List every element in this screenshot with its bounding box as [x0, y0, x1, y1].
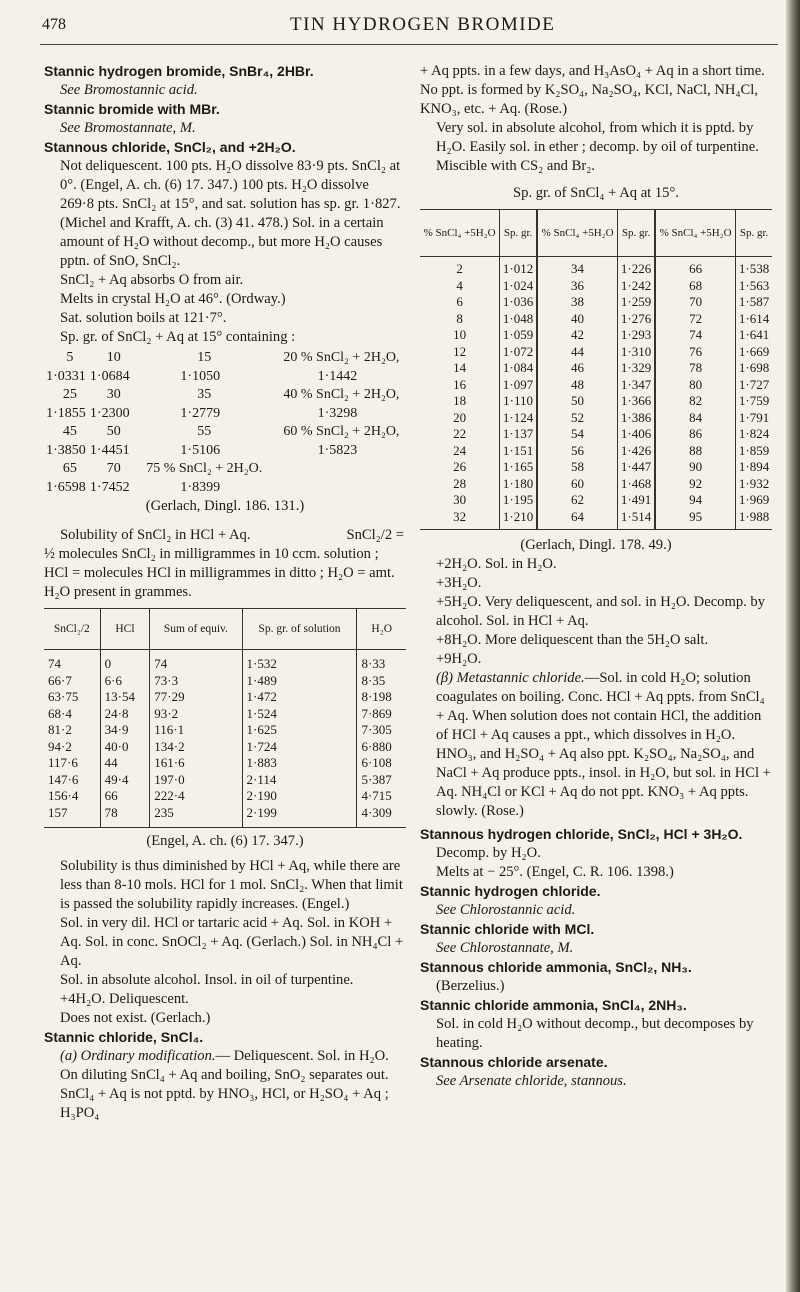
entry-paragraph: [420, 669, 772, 821]
table-cell: 1·406: [618, 426, 655, 443]
table-cell: 1·242: [618, 278, 655, 295]
table-cell: 1·932: [736, 476, 772, 493]
table-row: [420, 278, 772, 295]
sp-gr-row: [44, 460, 406, 479]
entry-paragraph: +9H₂O.: [436, 651, 482, 667]
entry-paragraph: [44, 1047, 406, 1123]
column-header: Sum of equiv.: [150, 609, 242, 650]
column-header: Sp. gr.: [736, 210, 772, 257]
column-header: % SnCl₄ +5H₂O: [655, 210, 736, 257]
sp-gr-cell: 70: [106, 461, 121, 476]
table-cell: 28: [453, 475, 467, 491]
column-header: SnCl₂/2: [44, 609, 100, 650]
sp-gr-cell: 1·1855: [46, 405, 86, 421]
table-cell: 1·641: [736, 327, 772, 344]
table-cell: 1·072: [500, 344, 537, 361]
table-row: [420, 509, 772, 530]
table-cell: 197·0: [150, 772, 242, 789]
table-cell: 117·6: [48, 755, 78, 770]
sp-gr-cell: 50: [106, 424, 121, 439]
table-row: [420, 294, 772, 311]
sp-gr-cell: 1·7452: [89, 479, 130, 495]
table-cell: 20: [453, 409, 467, 425]
entry-paragraph: Sp. gr. of SnCl₂ + Aq at 15° containing :: [60, 329, 296, 345]
entry-title: Stannous hydrogen chloride, SnCl₂, HCl + 3H₂O.: [420, 826, 743, 842]
citation: (Gerlach, Dingl. 186. 131.): [145, 498, 305, 514]
column-header: HCl: [100, 609, 150, 650]
sp-gr-row: [44, 405, 406, 424]
entry-paragraph: Sat. solution boils at 121·7°.: [60, 310, 227, 326]
table-row: [420, 443, 772, 460]
table-cell: 40·0: [100, 739, 150, 756]
table-cell: 92: [655, 476, 736, 493]
table-cell: 1·447: [618, 459, 655, 476]
sp-gr-cell: 40 % SnCl₂ + 2H₂O,: [283, 387, 400, 402]
table-cell: 1·468: [618, 476, 655, 493]
sp-gr-cell: 1·0331: [46, 368, 86, 384]
table-cell: 6·880: [357, 739, 406, 756]
sp-gr-cell: 1·5823: [317, 442, 358, 458]
entry-paragraph: Sol. in absolute alcohol. Insol. in oil of turpentine.: [60, 972, 354, 988]
table-cell: 222·4: [150, 788, 242, 805]
table-cell: 82: [655, 393, 736, 410]
table-cell: 1·824: [736, 426, 772, 443]
table-cell: 1·048: [500, 311, 537, 328]
table-cell: 1·472: [242, 689, 357, 706]
entry-paragraph: Sol. in cold H₂O without decomp., but decomposes by heating.: [436, 1016, 754, 1051]
table-cell: 1·036: [500, 294, 537, 311]
table-cell: 157: [48, 804, 68, 820]
sp-gr-cell: 1·3298: [317, 405, 358, 421]
sp-gr-cell: 20 % SnCl₂ + 2H₂O,: [283, 350, 400, 365]
table-cell: 1·669: [736, 344, 772, 361]
solubility-heading: [44, 526, 406, 545]
table-cell: 1·625: [242, 722, 357, 739]
table-cell: 78: [100, 805, 150, 828]
table-row: [44, 805, 406, 828]
table-cell: 6·108: [357, 755, 406, 772]
entry-paragraph: +5H₂O. Very deliquescent, and sol. in H₂O. Decomp. by alcohol. Sol. in HCl + Aq.: [436, 594, 766, 629]
table-cell: 74: [655, 327, 736, 344]
sp-gr-cell: 75 % SnCl₂ + 2H₂O.: [146, 461, 263, 476]
table-cell: 66: [655, 257, 736, 278]
table-cell: 1·165: [500, 459, 537, 476]
table-cell: 10: [453, 327, 467, 342]
table-cell: 1·059: [500, 327, 537, 344]
table-cell: 60: [537, 476, 618, 493]
see-reference: See Chlorostannic acid.: [436, 902, 576, 918]
table-cell: 73·3: [150, 673, 242, 690]
table-cell: 86: [655, 426, 736, 443]
entry-paragraph: +8H₂O. More deliquescent than the 5H₂O salt.: [436, 632, 709, 648]
table-cell: 94: [655, 492, 736, 509]
table-cell: 80: [655, 377, 736, 394]
table-cell: 76: [655, 344, 736, 361]
table-cell: 2·199: [242, 805, 357, 828]
table-cell: 93·2: [150, 706, 242, 723]
table-cell: 24·8: [100, 706, 150, 723]
sp-gr-cell: 1·6598: [46, 479, 86, 495]
table-cell: 1·514: [618, 509, 655, 530]
entry-title: Stannic chloride, SnCl₄.: [44, 1029, 204, 1045]
table-cell: 26: [453, 459, 467, 474]
subsection-label: (β) Metastannic chloride.: [436, 670, 585, 686]
table-cell: 8: [456, 310, 463, 326]
table-row: [44, 706, 406, 723]
table-cell: 1·426: [618, 443, 655, 460]
table-cell: 5·387: [357, 772, 406, 789]
table-cell: 1·195: [500, 492, 537, 509]
entry-paragraph: +2H₂O. Sol. in H₂O.: [436, 556, 557, 572]
table-cell: 1·563: [736, 278, 772, 295]
table-cell: 6: [456, 294, 463, 309]
table-cell: 74: [48, 656, 61, 671]
table-cell: 18: [453, 393, 467, 408]
table-row: [44, 739, 406, 756]
sp-gr-cell: 1·2300: [89, 405, 130, 421]
table-cell: 1·329: [618, 360, 655, 377]
table-cell: 22: [453, 426, 467, 441]
table-cell: 90: [655, 459, 736, 476]
table-row: [420, 476, 772, 493]
sp-gr-cell: [269, 460, 406, 479]
table-cell: 1·698: [736, 360, 772, 377]
table-row: [420, 393, 772, 410]
header-rule: [40, 44, 778, 45]
table-cell: 30: [453, 492, 467, 507]
entry-paragraph: Melts in crystal H₂O at 46°. (Ordway.): [60, 291, 286, 307]
table-cell: 1·587: [736, 294, 772, 311]
table-cell: 7·869: [357, 706, 406, 723]
table-cell: 95: [655, 509, 736, 530]
table-cell: 24: [453, 442, 467, 458]
sp-gr-cell: 1·8399: [180, 479, 221, 495]
sp-gr-cell: 1·1442: [317, 368, 358, 384]
table-cell: 1·110: [500, 393, 537, 410]
table-cell: 84: [655, 410, 736, 427]
sp-gr-row: [44, 442, 406, 461]
table-row: [44, 650, 406, 673]
entry-paragraph: SnCl₂ + Aq absorbs O from air.: [60, 272, 244, 288]
see-reference: See Arsenate chloride, stannous.: [436, 1073, 627, 1089]
table-cell: 44: [100, 755, 150, 772]
sp-gr-snCl2-table: [44, 349, 406, 497]
table-cell: 1·859: [736, 443, 772, 460]
sp-gr-cell: 5: [66, 350, 74, 365]
page-edge-shadow: [786, 0, 800, 1292]
table-cell: 1·532: [242, 650, 357, 673]
table-row: [420, 459, 772, 476]
sp-gr-row: [44, 423, 406, 442]
table-cell: 1·538: [736, 257, 772, 278]
sp-gr-row: [44, 368, 406, 387]
table-cell: 52: [537, 410, 618, 427]
table-row: [44, 772, 406, 789]
see-reference: See Chlorostannate, M.: [436, 940, 574, 956]
table-cell: 56: [537, 443, 618, 460]
table-cell: 40: [537, 311, 618, 328]
table-cell: 81·2: [48, 722, 72, 737]
subsection-text: —Sol. in cold H₂O; solution coagulates on boiling. Conc. HCl + Aq ppts. from SnCl₄ + Aq. When solution does not contain HCl, the addition of HCl + Aq causes a ppt., which dissolves in H₂O. HNO₃, and H₂SO₄ + Aq also ppt. K₂SO₄, Na₂SO₄, and NaCl + Aq produce ppts., insol. in H₂O, but sol. in HCl + Aq. NH₄Cl or KCl + Aq do not ppt. KNO₃ + Aq ppts. slowly. (Rose.): [436, 670, 771, 819]
column-header: Sp. gr. of solution: [242, 609, 357, 650]
table-cell: 1·883: [242, 755, 357, 772]
table-cell: 48: [537, 377, 618, 394]
table-cell: 1·084: [500, 360, 537, 377]
table-cell: 1·988: [736, 509, 772, 530]
right-column: [420, 62, 772, 1091]
table-cell: 1·524: [242, 706, 357, 723]
entry-title: Stannous chloride, SnCl₂, and +2H₂O.: [44, 139, 296, 155]
sp-gr-cell: 1·3850: [46, 442, 86, 458]
sp-gr-cell: 1·0684: [89, 368, 130, 384]
table-cell: 70: [655, 294, 736, 311]
table-cell: 156·4: [48, 788, 79, 803]
table-cell: 2·114: [242, 772, 357, 789]
table-cell: 1·024: [500, 278, 537, 295]
table-cell: 8·33: [357, 650, 406, 673]
sp-gr-cell: 1·2779: [180, 405, 221, 421]
column-header: Sp. gr.: [618, 210, 655, 257]
table-cell: 78: [655, 360, 736, 377]
see-reference: See Bromostannate, M.: [60, 120, 196, 136]
table-cell: 88: [655, 443, 736, 460]
page-number: 478: [42, 16, 66, 33]
sp-gr-cell: 65: [62, 461, 77, 476]
entry-paragraph: Sol. in very dil. HCl or tartaric acid + Aq. Sol. in KOH + Aq. Sol. in conc. SnOCl₂ + Aq. (Gerlach.) Sol. in NH₄Cl + Aq.: [60, 915, 404, 969]
entry-paragraph: Does not exist. (Gerlach.): [60, 1010, 211, 1026]
table-cell: 66·7: [48, 672, 72, 688]
solubility-intro: Solubility of SnCl₂ in HCl + Aq.: [60, 527, 251, 543]
table-cell: 38: [537, 294, 618, 311]
table-cell: 147·6: [48, 771, 79, 787]
entry-title: Stannic chloride with MCl.: [420, 921, 595, 937]
entry-title: Stannic hydrogen bromide, SnBr₄, 2HBr.: [44, 63, 314, 79]
entry-paragraph: + Aq ppts. in a few days, and H₃AsO₄ + Aq in a short time. No ppt. is formed by K₂SO₄, Na₂SO₄, KCl, NaCl, NH₄Cl, KNO₃, etc. + Aq. (Rose.): [420, 63, 765, 117]
table-cell: 50: [537, 393, 618, 410]
entry-paragraph: Very sol. in absolute alcohol, from which it is pptd. by H₂O. Easily sol. in ether ; decomp. by oil of turpentine. Miscible with CS₂ and Br₂.: [436, 120, 759, 174]
table-row: [44, 673, 406, 690]
solubility-fraction: SnCl₂/2 =: [346, 527, 404, 543]
subsection-label: (a) Ordinary modification.: [60, 1048, 216, 1064]
table-row: [420, 257, 772, 278]
entry-paragraph: +3H₂O.: [436, 575, 482, 591]
column-header: % SnCl₄ +5H₂O: [537, 210, 618, 257]
table-cell: 6·6: [100, 673, 150, 690]
entry-title: Stannic bromide with MBr.: [44, 101, 220, 117]
entry-paragraph: +4H₂O. Deliquescent.: [60, 991, 189, 1007]
table-cell: 1·137: [500, 426, 537, 443]
table-cell: 66: [100, 788, 150, 805]
sp-gr-cell: 30: [106, 387, 121, 402]
table-cell: 34·9: [100, 722, 150, 739]
table-cell: 1·759: [736, 393, 772, 410]
table-cell: 8·198: [357, 689, 406, 706]
sp-gr-cell: 10: [106, 350, 121, 365]
table-cell: 36: [537, 278, 618, 295]
table-row: [420, 410, 772, 427]
table-cell: 72: [655, 311, 736, 328]
solubility-table: [44, 608, 406, 828]
sp-gr-cell: 15: [197, 350, 212, 365]
table-row: [420, 377, 772, 394]
table-cell: 0: [100, 650, 150, 673]
table-cell: 12: [453, 343, 467, 359]
sp-gr-snCl4-table: [420, 209, 772, 530]
table-row: [420, 360, 772, 377]
table-cell: 1·724: [242, 739, 357, 756]
table-cell: 34: [537, 257, 618, 278]
table-cell: 54: [537, 426, 618, 443]
entry-paragraph: Solubility is thus diminished by HCl + Aq, while there are less than 8-10 mols. HCl for 1 mol. SnCl₂. When that limit is passed the solubility rapidly increases. (Engel.): [60, 858, 403, 912]
table-cell: 14: [453, 360, 467, 375]
table-cell: 1·310: [618, 344, 655, 361]
sp-gr-cell: 1·5106: [180, 442, 221, 458]
citation: (Engel, A. ch. (6) 17. 347.): [146, 833, 304, 849]
table-cell: 1·012: [500, 257, 537, 278]
table-cell: 1·366: [618, 393, 655, 410]
table-cell: 1·791: [736, 410, 772, 427]
see-reference: See Bromostannic acid.: [60, 82, 198, 98]
table-cell: 4·309: [357, 805, 406, 828]
table-cell: 77·29: [150, 689, 242, 706]
sp-gr-cell: 55: [197, 424, 212, 439]
table-row: [420, 426, 772, 443]
sp-gr-cell: 45: [62, 424, 77, 439]
table-title: Sp. gr. of SnCl₄ + Aq at 15°.: [513, 185, 679, 201]
table-cell: 13·54: [100, 689, 150, 706]
table-cell: 8·35: [357, 673, 406, 690]
table-cell: 1·347: [618, 377, 655, 394]
sp-gr-cell: 1·1050: [180, 368, 221, 384]
table-cell: 44: [537, 344, 618, 361]
table-cell: 235: [150, 805, 242, 828]
table-cell: 134·2: [150, 739, 242, 756]
sp-gr-row: [44, 479, 406, 498]
table-row: [420, 327, 772, 344]
table-cell: 4: [456, 277, 463, 293]
table-row: [44, 722, 406, 739]
table-cell: 1·226: [618, 257, 655, 278]
left-column: [44, 62, 406, 1123]
column-header: % SnCl₄ +5H₂O: [420, 210, 500, 257]
table-cell: 1·727: [736, 377, 772, 394]
table-cell: 1·491: [618, 492, 655, 509]
table-cell: 1·969: [736, 492, 772, 509]
table-row: [44, 689, 406, 706]
table-cell: 94·2: [48, 738, 72, 754]
entry-title: Stannic chloride ammonia, SnCl₄, 2NH₃.: [420, 997, 687, 1013]
table-row: [420, 492, 772, 509]
sp-gr-cell: 60 % SnCl₂ + 2H₂O,: [283, 424, 400, 439]
column-header: H₂O: [357, 609, 406, 650]
table-row: [44, 788, 406, 805]
table-cell: 4·715: [357, 788, 406, 805]
table-cell: 62: [537, 492, 618, 509]
table-cell: 1·386: [618, 410, 655, 427]
table-cell: 1·210: [500, 509, 537, 530]
table-cell: 16: [453, 376, 467, 392]
sp-gr-cell: 35: [197, 387, 212, 402]
table-cell: 1·097: [500, 377, 537, 394]
table-cell: 63·75: [48, 689, 79, 704]
table-row: [420, 311, 772, 328]
table-cell: 74: [150, 650, 242, 673]
table-cell: 1·276: [618, 311, 655, 328]
sp-gr-row: [44, 349, 406, 368]
table-cell: 1·259: [618, 294, 655, 311]
table-cell: 2·190: [242, 788, 357, 805]
entry-title: Stannous chloride ammonia, SnCl₂, NH₃.: [420, 959, 692, 975]
table-cell: 1·489: [242, 673, 357, 690]
table-cell: 49·4: [100, 772, 150, 789]
solubility-description: ½ molecules SnCl₂ in milligrammes in 10 ccm. solution ; HCl = molecules HCl in milligrammes in ditto ; H₂O = amt. H₂O present in grammes.: [44, 546, 395, 600]
table-cell: 116·1: [150, 722, 242, 739]
entry-paragraph: (Berzelius.): [436, 978, 505, 994]
table-cell: 7·305: [357, 722, 406, 739]
sp-gr-cell: [269, 479, 406, 498]
entry-paragraph: Decomp. by H₂O.: [436, 845, 541, 861]
entry-paragraph: Not deliquescent. 100 pts. H₂O dissolve 83·9 pts. SnCl₂ at 0°. (Engel, A. ch. (6) 17. 347.) 100 pts. H₂O dissolve 269·8 pts. SnCl₂ at 15°, and sat. solution has sp. gr. 1·827. (Michel and Krafft, A. ch. (3) 41. 478.) Sol. in a certain amount of H₂O without decomp., but more H₂O causes pptn. of SnO, SnCl₂.: [60, 158, 401, 269]
running-head: TIN HYDROGEN BROMIDE: [290, 14, 556, 35]
entry-title: Stannous chloride arsenate.: [420, 1054, 608, 1070]
table-cell: 2: [456, 261, 463, 276]
table-cell: 42: [537, 327, 618, 344]
citation: (Gerlach, Dingl. 178. 49.): [520, 537, 672, 553]
table-row: [44, 755, 406, 772]
table-cell: 64: [537, 509, 618, 530]
entry-paragraph: Melts at − 25°. (Engel, C. R. 106. 1398.): [436, 864, 674, 880]
table-cell: 1·293: [618, 327, 655, 344]
table-cell: 32: [453, 508, 467, 524]
table-cell: 1·894: [736, 459, 772, 476]
table-cell: 1·151: [500, 443, 537, 460]
subsection-text: — Deliquescent. Sol. in H₂O. On diluting SnCl₄ + Aq and boiling, SnO₂ separates out. SnCl₄ + Aq is not pptd. by HNO₃, HCl, or H₂SO₄ + Aq ; H₃PO₄: [60, 1048, 389, 1121]
sp-gr-cell: 25: [62, 387, 77, 402]
table-cell: 1·614: [736, 311, 772, 328]
table-cell: 161·6: [150, 755, 242, 772]
column-header: Sp. gr.: [500, 210, 537, 257]
entry-title: Stannic hydrogen chloride.: [420, 883, 601, 899]
table-cell: 68: [655, 278, 736, 295]
table-cell: 68·4: [48, 705, 72, 721]
sp-gr-cell: 1·4451: [89, 442, 130, 458]
table-cell: 46: [537, 360, 618, 377]
table-cell: 1·180: [500, 476, 537, 493]
table-cell: 1·124: [500, 410, 537, 427]
table-cell: 58: [537, 459, 618, 476]
table-row: [420, 344, 772, 361]
sp-gr-row: [44, 386, 406, 405]
